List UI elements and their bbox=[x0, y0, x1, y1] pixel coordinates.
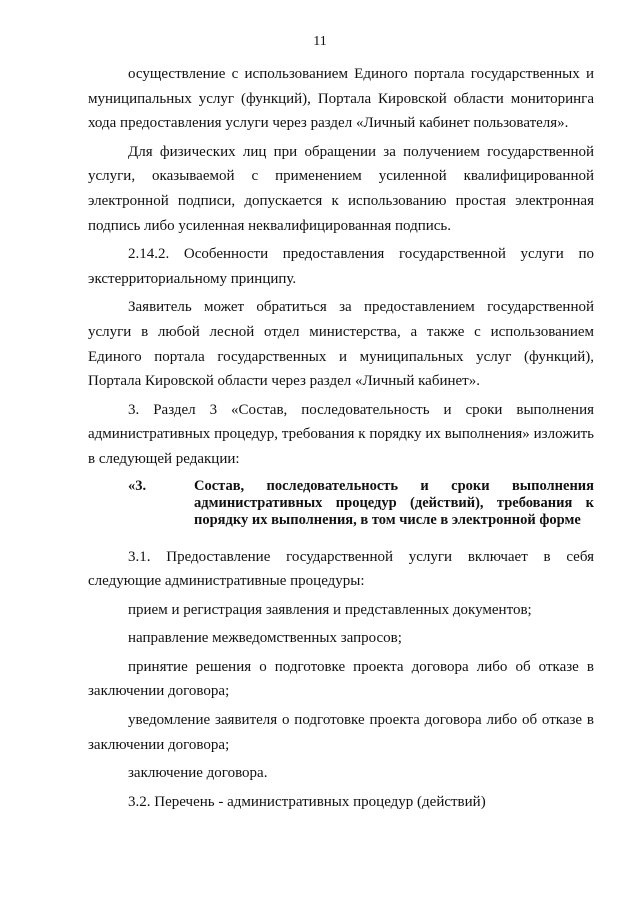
paragraph: 3. Раздел 3 «Состав, последовательность и сроки выполнения административных процедур, требования к порядку их выполнения» изложить в следующей редакции: bbox=[88, 401, 594, 467]
paragraph: 3.1. Предоставление государственной услуги включает в себя следующие административные процедуры: bbox=[88, 548, 594, 590]
paragraph: 3.2. Перечень - административных процедур (действий) bbox=[128, 793, 486, 810]
body-text bbox=[88, 62, 594, 818]
list-item: прием и регистрация заявления и представленных документов; bbox=[128, 601, 532, 618]
list-item: направление межведомственных запросов; bbox=[128, 630, 402, 647]
page-number: 11 bbox=[313, 34, 327, 49]
list-item: принятие решения о подготовке проекта договора либо об отказе в заключении договора; bbox=[88, 658, 594, 700]
paragraph: осуществление с использованием Единого портала государственных и муниципальных услуг (функций), Портала Кировской области мониторинга хода предоставления услуги через раздел «Личный кабинет пользователя». bbox=[88, 66, 594, 132]
paragraph: Для физических лиц при обращении за получением государственной услуги, оказываемой с применением усиленной квалифицированной электронной подписи, допускается к использованию простая электронная подпись либо усиленная неквалифицированная подпись. bbox=[88, 143, 594, 234]
section-heading bbox=[88, 478, 594, 529]
section-heading-title: Состав, последовательность и сроки выполнения административных процедур (действий), требования к порядку их выполнения, в том числе в электронной форме bbox=[194, 477, 594, 528]
section-heading-number: «3. bbox=[128, 477, 147, 494]
list-item: уведомление заявителя о подготовке проекта договора либо об отказе в заключении договора; bbox=[88, 712, 594, 753]
paragraph: Заявитель может обратиться за предоставлением государственной услуги в любой лесной отдел министерства, а также с использованием Единого портала государственных и муниципальных услуг (функций), Портала Кировской области через раздел «Личный кабинет». bbox=[88, 299, 594, 390]
list-item: заключение договора. bbox=[128, 765, 268, 782]
paragraph: 2.14.2. Особенности предоставления государственной услуги по экстерриториальному принципу. bbox=[88, 246, 594, 287]
